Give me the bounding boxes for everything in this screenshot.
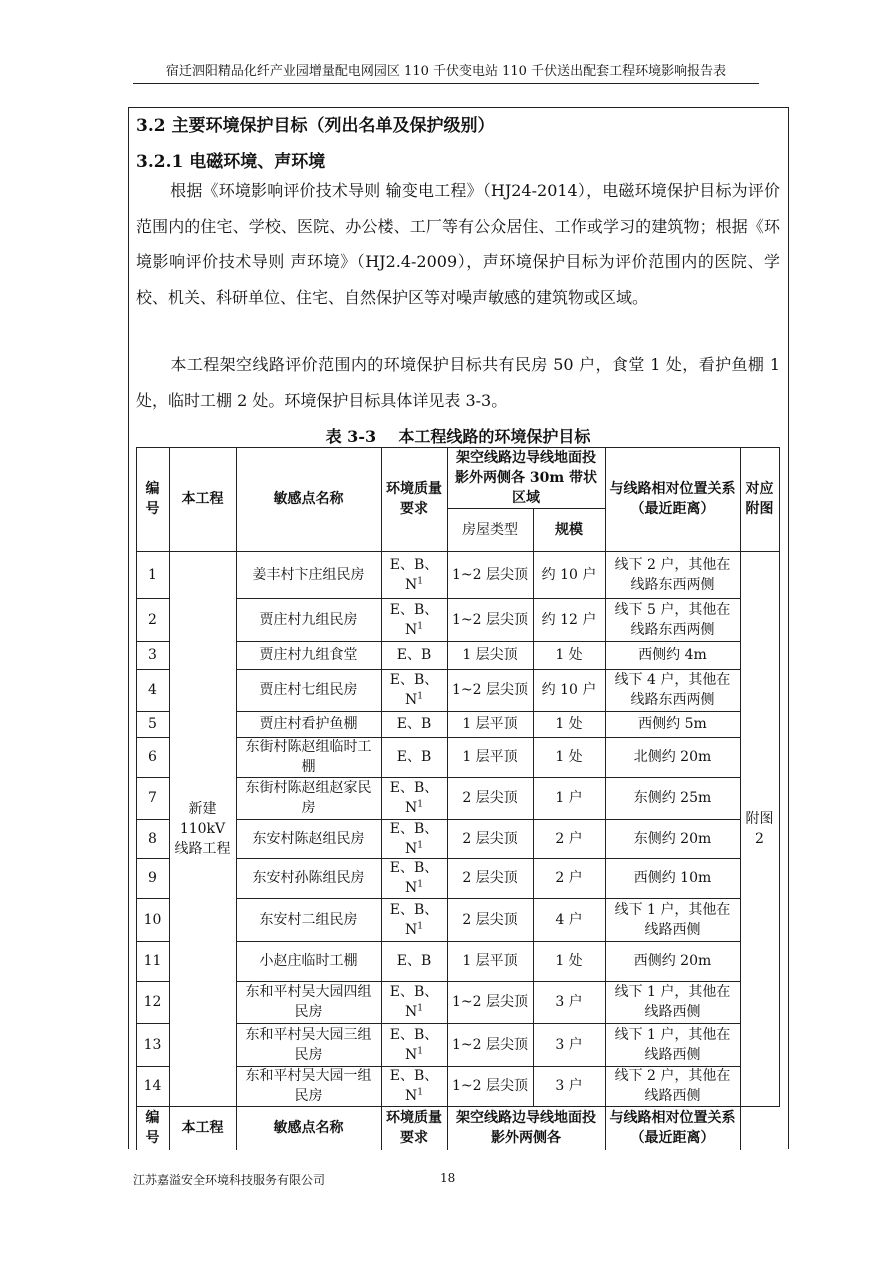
header-name-text: 敏感点名称 xyxy=(273,491,344,507)
row-house-type-text: 1~2 层尖顶 xyxy=(452,566,528,583)
row-house-type-text: 2 层尖顶 xyxy=(462,830,518,847)
row-name-text: 小赵庄临时工棚 xyxy=(259,953,358,969)
row-quality xyxy=(381,898,448,942)
row-scale xyxy=(533,737,606,778)
row-num-text: 10 xyxy=(143,911,162,928)
row-house-type-text: 2 层尖顶 xyxy=(462,911,518,928)
row-relation xyxy=(605,598,741,642)
row-quality-text: E、B、$N^1$ xyxy=(389,672,439,708)
row-relation xyxy=(605,711,741,738)
row-relation-text: 线下 5 户，其他在线路东西两侧 xyxy=(614,601,731,638)
row-num xyxy=(136,1023,170,1067)
row-num xyxy=(136,551,170,599)
row-house-type-text: 1 层尖顶 xyxy=(462,647,518,663)
row-scale-text: 3 户 xyxy=(555,1078,583,1094)
row-name xyxy=(236,711,382,738)
row-scale-text: 1 处 xyxy=(555,749,583,765)
row-scale-text: 约 10 户 xyxy=(541,566,597,583)
section-title: 3.2 主要环境保护目标（列出名单及保护级别） xyxy=(136,116,495,136)
row-name-text: 东街村陈赵组临时工棚 xyxy=(245,739,372,775)
row-house-type-text: 1~2 层尖顶 xyxy=(452,1078,528,1094)
header-zone xyxy=(447,447,606,509)
cont-header-name-text: 敏感点名称 xyxy=(273,1120,344,1136)
row-scale-text: 2 户 xyxy=(555,870,583,886)
row-house-type xyxy=(447,777,534,820)
row-house-type xyxy=(447,551,534,599)
row-house-type xyxy=(447,737,534,778)
row-house-type-text: 1~2 层尖顶 xyxy=(452,611,528,628)
row-name-text: 贾庄村看护鱼棚 xyxy=(259,716,358,732)
row-quality-text: E、B xyxy=(396,716,432,732)
row-scale-text: 2 户 xyxy=(555,830,583,847)
row-name-text: 姜丰村卞庄组民房 xyxy=(252,566,365,583)
row-quality xyxy=(381,641,448,670)
row-relation-text: 线下 2 户，其他在线路西侧 xyxy=(614,1068,731,1104)
row-num xyxy=(136,737,170,778)
row-relation xyxy=(605,981,741,1024)
project-cell xyxy=(169,551,237,1107)
row-scale xyxy=(533,551,606,599)
row-relation-text: 北侧约 20m xyxy=(633,749,712,765)
row-num xyxy=(136,598,170,642)
row-num xyxy=(136,898,170,942)
row-quality-text: E、B、$N^1$ xyxy=(389,820,439,857)
row-house-type-text: 1 层平顶 xyxy=(462,953,518,969)
row-house-type-text: 2 层尖顶 xyxy=(462,790,518,806)
row-num-text: 2 xyxy=(148,611,157,628)
row-num xyxy=(136,858,170,899)
row-relation-text: 东侧约 25m xyxy=(633,790,712,806)
row-name xyxy=(236,981,382,1024)
footer-company: 江苏嘉溢安全环境科技服务有限公司 xyxy=(133,1173,326,1187)
header-quality xyxy=(381,447,448,552)
paragraph-1-text: 根据《环境影响评价技术导则 输变电工程》（HJ24-2014），电磁环境保护目标为评价范围内的住宅、学校、医院、办公楼、工厂等有公众居住、工作或学习的建筑物；根据《环境影响评价技术导则 声环境》（HJ2.4-2009），声环境保护目标为评价范围内的医院、学校、机关、科研单位、住宅、自然保护区等对噪声敏感的建筑物或区域。 xyxy=(136,181,780,307)
figure-cell xyxy=(740,551,780,1107)
row-name-text: 东和平村吴大园一组民房 xyxy=(245,1068,372,1104)
row-scale xyxy=(533,1066,606,1107)
row-quality xyxy=(381,598,448,642)
row-num-text: 7 xyxy=(148,790,157,806)
row-num xyxy=(136,941,170,982)
header-zone-text: 架空线路边导线地面投影外两侧各 30m 带状区域 xyxy=(454,449,598,506)
row-quality xyxy=(381,777,448,820)
row-relation xyxy=(605,941,741,982)
cont-header-relation xyxy=(605,1106,741,1150)
row-scale xyxy=(533,641,606,670)
row-scale xyxy=(533,819,606,859)
row-house-type-text: 1~2 层尖顶 xyxy=(452,682,528,698)
row-house-type-text: 2 层尖顶 xyxy=(462,870,518,886)
protection-targets-table xyxy=(136,0,780,1262)
row-name-text: 贾庄村七组民房 xyxy=(259,682,358,698)
row-house-type xyxy=(447,941,534,982)
row-house-type xyxy=(447,819,534,859)
row-house-type xyxy=(447,711,534,738)
row-name-text: 贾庄村九组食堂 xyxy=(259,647,358,663)
row-num xyxy=(136,777,170,820)
row-scale-text: 约 10 户 xyxy=(541,682,597,698)
row-relation-text: 线下 4 户，其他在线路东西两侧 xyxy=(614,672,731,708)
cont-header-quality xyxy=(381,1106,448,1150)
row-house-type xyxy=(447,641,534,670)
page-number: 18 xyxy=(440,1171,456,1185)
row-quality-text: E、B、$N^1$ xyxy=(389,1026,439,1063)
header-house-type-text: 房屋类型 xyxy=(462,521,518,538)
row-quality-text: E、B xyxy=(396,749,432,765)
row-name xyxy=(236,858,382,899)
row-relation xyxy=(605,551,741,599)
row-name-text: 东和平村吴大园四组民房 xyxy=(245,984,372,1020)
row-scale-text: 3 户 xyxy=(555,994,583,1010)
cont-header-project xyxy=(169,1106,237,1150)
header-project-text: 本工程 xyxy=(181,491,224,507)
row-name xyxy=(236,898,382,942)
header-name xyxy=(236,447,382,552)
header-figure xyxy=(740,447,780,552)
row-name xyxy=(236,641,382,670)
subsection-title: 3.2.1 电磁环境、声环境 xyxy=(136,152,326,172)
row-scale-text: 3 户 xyxy=(555,1036,583,1053)
row-relation-text: 西侧约 20m xyxy=(633,953,712,969)
row-name-text: 贾庄村九组民房 xyxy=(259,611,358,628)
cont-header-zone-text: 架空线路边导线地面投影外两侧各 xyxy=(456,1110,596,1146)
row-name xyxy=(236,669,382,712)
row-relation xyxy=(605,1023,741,1067)
cont-header-num-text: 编号 xyxy=(145,1110,160,1146)
header-relation-text: 与线路相对位置关系（最近距离） xyxy=(609,481,736,517)
row-num xyxy=(136,981,170,1024)
row-house-type-text: 1~2 层尖顶 xyxy=(452,1036,528,1053)
row-num-text: 11 xyxy=(143,953,162,969)
row-scale xyxy=(533,1023,606,1067)
row-name-text: 东安村陈赵组民房 xyxy=(252,830,365,847)
row-relation-text: 线下 2 户，其他在线路东西两侧 xyxy=(614,556,731,593)
row-num xyxy=(136,819,170,859)
row-num-text: 4 xyxy=(148,682,157,698)
row-relation xyxy=(605,669,741,712)
row-name xyxy=(236,1066,382,1107)
row-num-text: 13 xyxy=(143,1036,162,1053)
row-name xyxy=(236,1023,382,1067)
row-relation xyxy=(605,898,741,942)
row-quality-text: E、B、$N^1$ xyxy=(389,901,439,938)
row-house-type-text: 1 层平顶 xyxy=(462,749,518,765)
header-project xyxy=(169,447,237,552)
row-name-text: 东和平村吴大园三组民房 xyxy=(245,1026,372,1063)
row-quality xyxy=(381,1066,448,1107)
row-num xyxy=(136,669,170,712)
row-relation xyxy=(605,819,741,859)
cont-header-quality-text: 环境质量要求 xyxy=(386,1110,442,1146)
page-header: 宿迁泗阳精品化纤产业园增量配电网园区 110 千伏变电站 110 千伏送出配套工程环境影响报告表 xyxy=(165,64,727,79)
row-num-text: 8 xyxy=(148,830,157,847)
row-house-type xyxy=(447,858,534,899)
row-quality-text: E、B、$N^1$ xyxy=(389,860,439,896)
row-house-type xyxy=(447,1023,534,1067)
row-scale xyxy=(533,669,606,712)
header-quality-text: 环境质量要求 xyxy=(386,481,442,517)
project-cell-text: 新建110kV线路工程 xyxy=(174,800,231,857)
header-figure-text: 对应附图 xyxy=(745,481,774,517)
row-quality xyxy=(381,941,448,982)
row-scale xyxy=(533,898,606,942)
row-scale-text: 1 处 xyxy=(555,647,583,663)
row-relation-text: 线下 1 户，其他在线路西侧 xyxy=(614,1026,731,1063)
row-num-text: 9 xyxy=(148,870,157,886)
row-num-text: 1 xyxy=(148,566,157,583)
header-house-type xyxy=(447,508,534,552)
row-quality xyxy=(381,858,448,899)
row-name xyxy=(236,777,382,820)
row-house-type-text: 1~2 层尖顶 xyxy=(452,994,528,1010)
row-quality xyxy=(381,819,448,859)
row-quality-text: E、B、$N^1$ xyxy=(389,601,439,638)
row-name xyxy=(236,941,382,982)
row-name-text: 东安村二组民房 xyxy=(259,911,358,928)
row-relation-text: 东侧约 20m xyxy=(633,830,712,847)
header-scale-text: 规模 xyxy=(555,521,583,538)
figure-cell-text: 附图2 xyxy=(745,810,774,847)
row-name xyxy=(236,737,382,778)
header-relation xyxy=(605,447,741,552)
row-relation xyxy=(605,1066,741,1107)
row-scale-text: 1 户 xyxy=(555,790,583,806)
row-quality xyxy=(381,737,448,778)
row-scale xyxy=(533,981,606,1024)
row-scale xyxy=(533,941,606,982)
row-num-text: 6 xyxy=(148,749,157,765)
row-name xyxy=(236,598,382,642)
row-relation-text: 线下 1 户，其他在线路西侧 xyxy=(614,984,731,1020)
cont-header-zone xyxy=(447,1106,606,1150)
row-num-text: 14 xyxy=(143,1078,162,1094)
row-house-type xyxy=(447,598,534,642)
row-quality xyxy=(381,669,448,712)
header-num xyxy=(136,447,170,552)
row-num xyxy=(136,641,170,670)
row-quality-text: E、B、$N^1$ xyxy=(389,556,439,593)
header-num-text: 编号 xyxy=(145,481,160,517)
row-house-type xyxy=(447,981,534,1024)
row-quality xyxy=(381,1023,448,1067)
row-house-type-text: 1 层平顶 xyxy=(462,716,518,732)
row-relation xyxy=(605,641,741,670)
cont-header-relation-text: 与线路相对位置关系（最近距离） xyxy=(609,1110,736,1146)
row-quality-text: E、B xyxy=(396,953,432,969)
paragraph-2-text: 本工程架空线路评价范围内的环境保护目标共有民房 50 户，食堂 1 处，看护鱼棚 1 处，临时工棚 2 处。环境保护目标具体详见表 3-3。 xyxy=(136,355,780,410)
row-scale-text: 约 12 户 xyxy=(541,611,597,628)
row-relation xyxy=(605,737,741,778)
row-scale xyxy=(533,777,606,820)
row-num-text: 12 xyxy=(143,994,162,1010)
row-num-text: 5 xyxy=(148,716,157,732)
cont-header-num xyxy=(136,1106,170,1150)
row-name xyxy=(236,819,382,859)
row-relation xyxy=(605,777,741,820)
row-name-text: 东安村孙陈组民房 xyxy=(252,870,365,886)
header-scale xyxy=(533,508,606,552)
row-scale-text: 4 户 xyxy=(555,911,583,928)
row-scale-text: 1 处 xyxy=(555,953,583,969)
row-scale xyxy=(533,711,606,738)
row-quality-text: E、B xyxy=(396,647,432,663)
row-house-type xyxy=(447,669,534,712)
row-relation-text: 西侧约 4m xyxy=(638,647,707,663)
row-relation-text: 西侧约 5m xyxy=(638,716,707,732)
row-quality-text: E、B、$N^1$ xyxy=(389,984,439,1020)
row-relation-text: 线下 1 户，其他在线路西侧 xyxy=(614,901,731,938)
row-quality xyxy=(381,711,448,738)
row-relation-text: 西侧约 10m xyxy=(633,870,712,886)
row-scale-text: 1 处 xyxy=(555,716,583,732)
row-num-text: 3 xyxy=(148,647,157,663)
row-quality-text: E、B、$N^1$ xyxy=(389,780,439,816)
row-num xyxy=(136,711,170,738)
row-house-type xyxy=(447,1066,534,1107)
row-scale xyxy=(533,858,606,899)
row-quality-text: E、B、$N^1$ xyxy=(389,1068,439,1104)
row-name xyxy=(236,551,382,599)
table-caption: 表 3-3 本工程线路的环境保护目标 xyxy=(325,427,591,446)
cont-header-name xyxy=(236,1106,382,1150)
row-relation xyxy=(605,858,741,899)
row-house-type xyxy=(447,898,534,942)
row-quality xyxy=(381,981,448,1024)
row-num xyxy=(136,1066,170,1107)
cont-header-project-text: 本工程 xyxy=(181,1120,224,1136)
row-name-text: 东街村陈赵组赵家民房 xyxy=(245,780,372,816)
row-scale xyxy=(533,598,606,642)
row-quality xyxy=(381,551,448,599)
